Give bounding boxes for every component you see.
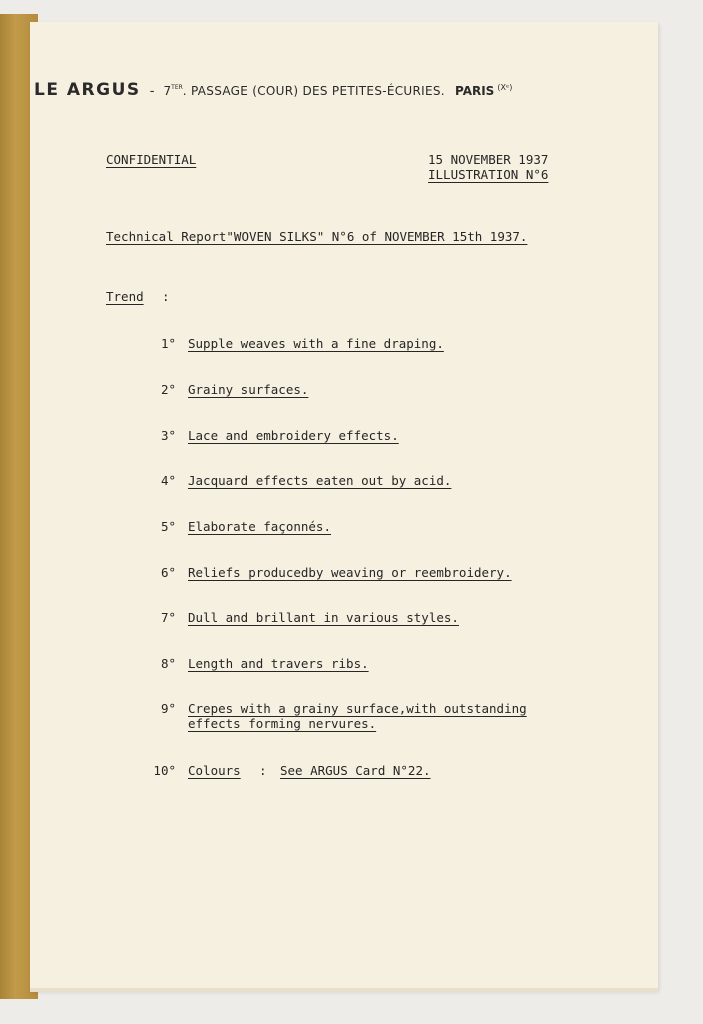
page-edge — [30, 988, 658, 992]
item-text: Reliefs producedby weaving or reembroidery. — [188, 565, 512, 580]
item-number: 9° — [160, 701, 176, 716]
letterhead-address: . PASSAGE (COUR) DES PETITES-ÉCURIES. — [182, 84, 445, 98]
item-number: 6° — [160, 565, 176, 580]
item-text: Elaborate façonnés. — [188, 519, 331, 534]
trend-label: Trend — [106, 289, 144, 304]
item-text: Dull and brillant in various styles. — [188, 610, 459, 625]
item-text: Jacquard effects eaten out by acid. — [188, 473, 452, 488]
item-text: Length and travers ribs. — [188, 656, 369, 671]
item-text: Lace and embroidery effects. — [188, 428, 399, 443]
letterhead-brand: LE ARGUS — [34, 80, 141, 100]
item-text: Supple weaves with a fine draping. — [188, 336, 444, 351]
item-text: Colours — [188, 763, 241, 778]
item-text: Grainy surfaces. — [188, 382, 309, 397]
item-text-continued: effects forming nervures. — [188, 716, 377, 731]
confidential-label: CONFIDENTIAL — [106, 152, 197, 167]
letterhead-city: PARIS — [455, 84, 495, 98]
letterhead-number-sup: TER — [171, 84, 183, 91]
letterhead-number: 7 — [163, 84, 172, 98]
trend-colon: : — [162, 289, 170, 304]
item-number: 3° — [160, 428, 176, 443]
item-number: 1° — [160, 336, 176, 351]
item-number: 7° — [160, 610, 176, 625]
letterhead-arrondissement: (Xᵉ) — [497, 83, 513, 92]
document-page — [30, 22, 658, 990]
item-number: 10° — [153, 763, 176, 778]
illustration-number: ILLUSTRATION N°6 — [428, 167, 549, 182]
item-number: 5° — [160, 519, 176, 534]
item-reference: See ARGUS Card N°22. — [280, 763, 431, 778]
letterhead-dash: - — [149, 84, 155, 99]
item-number: 8° — [160, 656, 176, 671]
letterhead — [34, 80, 512, 100]
item-number: 2° — [160, 382, 176, 397]
item-separator: : — [259, 763, 267, 778]
item-number: 4° — [160, 473, 176, 488]
report-title: Technical Report"WOVEN SILKS" N°6 of NOVEMBER 15th 1937. — [106, 229, 528, 244]
report-date: 15 NOVEMBER 1937 — [428, 152, 549, 167]
item-text: Crepes with a grainy surface,with outstanding — [188, 701, 527, 716]
